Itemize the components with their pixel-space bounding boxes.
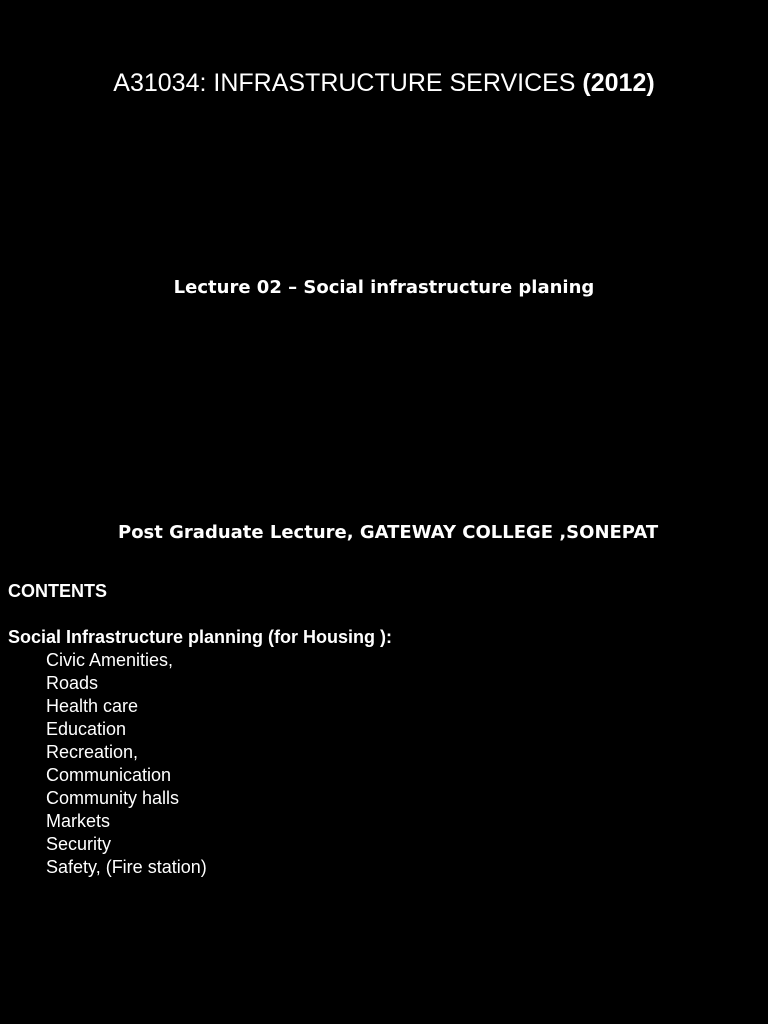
list-item: Health care bbox=[46, 696, 139, 716]
list-item: Safety, (Fire station) bbox=[46, 857, 207, 877]
list-item: Recreation, bbox=[46, 742, 139, 762]
list-item: Markets bbox=[46, 811, 111, 831]
list-item: Communication bbox=[46, 765, 172, 785]
course-title-year: (2012) bbox=[582, 69, 655, 97]
list-item: Education bbox=[46, 719, 127, 739]
contents-heading: CONTENTS bbox=[8, 581, 107, 601]
list-item: Roads bbox=[46, 673, 99, 693]
topic-list bbox=[46, 649, 207, 879]
section-heading: Social Infrastructure planning (for Housing ): bbox=[8, 627, 393, 647]
college-line: Post Graduate Lecture, GATEWAY COLLEGE ,SONEPAT bbox=[118, 522, 659, 543]
course-title-main: A31034: INFRASTRUCTURE SERVICES bbox=[113, 69, 576, 97]
course-title bbox=[0, 66, 768, 100]
list-item: Civic Amenities, bbox=[46, 650, 174, 670]
list-item: Community halls bbox=[46, 788, 180, 808]
lecture-title: Lecture 02 – Social infrastructure planing bbox=[173, 277, 595, 298]
list-item: Security bbox=[46, 834, 112, 854]
